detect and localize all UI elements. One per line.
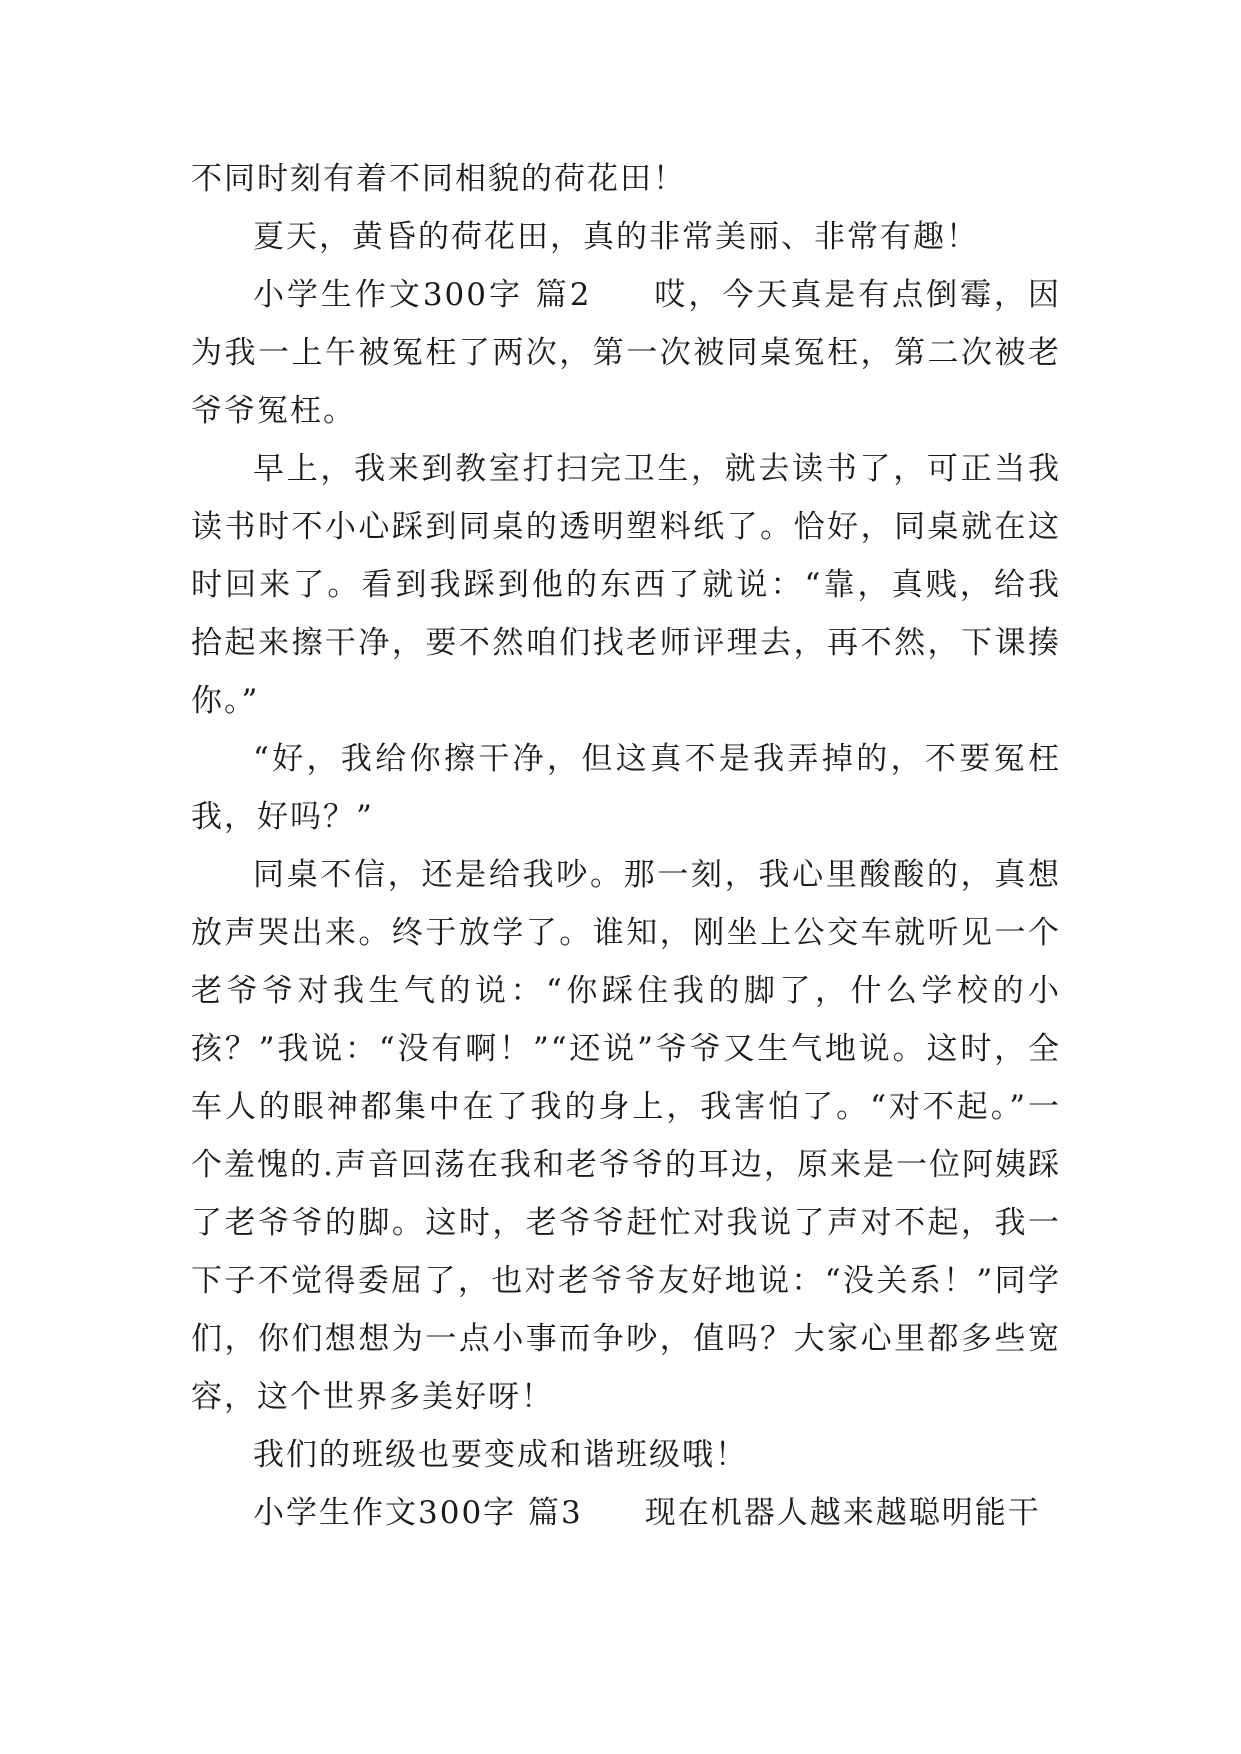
essay-section-2 [191, 266, 1061, 440]
paragraph-3: 哎，今天真是有点倒霉，因为我一上午被冤枉了两次，第一次被同桌冤枉，第二次被老爷爷冤枉。 [191, 277, 1062, 429]
paragraph-6: 同桌不信，还是给我吵。那一刻，我心里酸酸的，真想放声哭出来。终于放学了。谁知，刚坐上公交车就听见一个老爷爷对我生气的说：“你踩住我的脚了，什么学校的小孩？”我说：“没有啊！”“还说”爷爷又生气地说。这时，全车人的眼神都集中在了我的身上，我害怕了。“对不起。”一个羞愧的.声音回荡在我和老爷爷的耳边，原来是一位阿姨踩了老爷爷的脚。这时，老爷爷赶忙对我说了声对不起，我一下子不觉得委屈了，也对老爷爷友好地说：“没关系！”同学们，你们想想为一点小事而争吵，值吗？大家心里都多些宽容，这个世界多美好呀！ [191, 857, 1061, 1415]
essay-section-3 [191, 1484, 1061, 1542]
paragraph-2: 夏天，黄昏的荷花田，真的非常美丽、非常有趣！ [253, 219, 979, 255]
paragraph-1: 不同时刻有着不同相貌的荷花田！ [191, 161, 686, 197]
paragraph-8: 现在机器人越来越聪明能干 [644, 1495, 1041, 1531]
paragraph-4: 早上，我来到教室打扫完卫生，就去读书了，可正当我读书时不小心踩到同桌的透明塑料纸了。恰好，同桌就在这时回来了。看到我踩到他的东西了就说：“靠，真贱，给我拾起来擦干净，要不然咱们找老师评理去，再不然，下课揍你。” [191, 451, 1061, 719]
paragraph-7: 我们的班级也要变成和谐班级哦！ [253, 1437, 748, 1473]
essay-heading-2: 小学生作文300字 篇2 [253, 277, 592, 313]
paragraph-5: “好，我给你擦干净，但这真不是我弄掉的，不要冤枉我，好吗？” [191, 741, 1061, 835]
essay-heading-3: 小学生作文300字 篇3 [253, 1495, 583, 1531]
essay-body [191, 150, 1061, 1542]
